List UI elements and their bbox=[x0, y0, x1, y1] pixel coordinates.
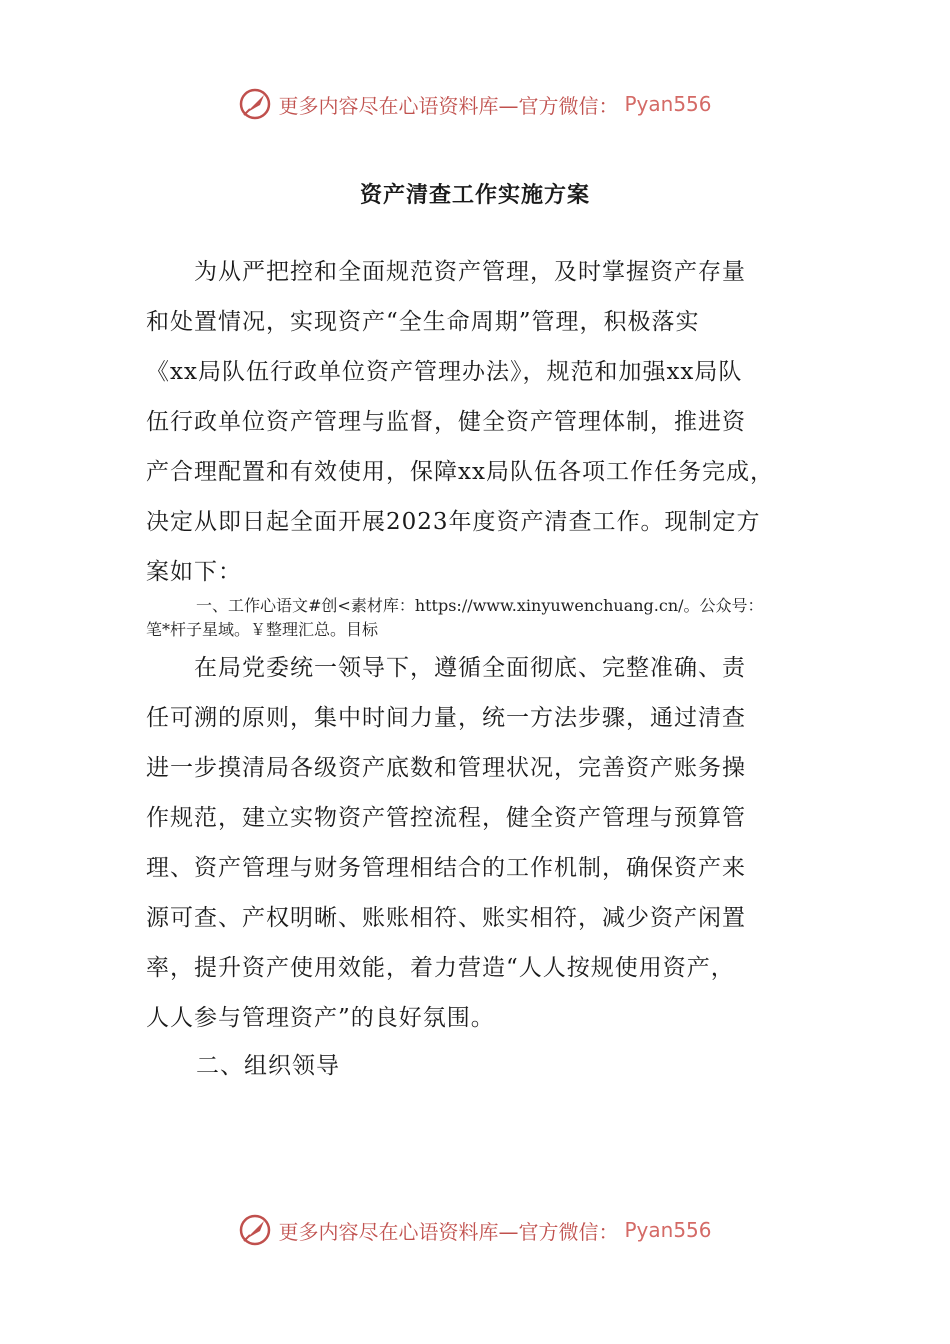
section-heading-organization: 二、组织领导 bbox=[196, 1053, 340, 1079]
banner-wechat: Pyan556 bbox=[624, 1218, 712, 1242]
banner-text: 更多内容尽在心语资料库—官方微信： bbox=[278, 1219, 619, 1244]
paragraph-line: 和处置情况，实现资产“全生命周期”管理，积极落实 bbox=[146, 309, 700, 335]
paragraph-line: 案如下： bbox=[146, 559, 242, 585]
small-line: 笔*杆子星域。￥整理汇总。目标 bbox=[146, 620, 379, 639]
header-banner bbox=[0, 84, 950, 124]
paragraph-line: 源可查、产权明晰、账账相符、账实相符，减少资产闲置 bbox=[146, 905, 746, 931]
document-title: 资产清查工作实施方案 bbox=[359, 183, 590, 208]
paragraph-line: 产合理配置和有效使用，保障xx局队伍各项工作任务完成， bbox=[146, 459, 774, 485]
paragraph-line: 伍行政单位资产管理与监督，健全资产管理体制，推进资 bbox=[146, 409, 746, 435]
paragraph-line: 率，提升资产使用效能，着力营造“人人按规使用资产， bbox=[146, 955, 735, 981]
paragraph-line: 决定从即日起全面开展2023年度资产清查工作。现制定方 bbox=[146, 509, 761, 535]
objective-paragraph bbox=[146, 643, 811, 1043]
footer-banner bbox=[0, 1210, 950, 1250]
section-heading-small bbox=[146, 594, 826, 642]
paragraph-line: 理、资产管理与财务管理相结合的工作机制，确保资产来 bbox=[146, 855, 746, 881]
small-line: 一、工作心语文#创<素材库：https://www.xinyuwenchuang.cn/。公众号： bbox=[196, 596, 764, 615]
intro-paragraph bbox=[146, 247, 811, 597]
banner-wechat: Pyan556 bbox=[624, 92, 712, 116]
paragraph-line: 进一步摸清局各级资产底数和管理状况，完善资产账务操 bbox=[146, 755, 746, 781]
paragraph-line: 在局党委统一领导下，遵循全面彻底、完整准确、责 bbox=[194, 655, 746, 681]
paragraph-line: 为从严把控和全面规范资产管理，及时掌握资产存量 bbox=[194, 259, 746, 285]
paragraph-line: 《xx局队伍行政单位资产管理办法》，规范和加强xx局队 bbox=[146, 359, 743, 385]
quill-logo-icon bbox=[238, 1213, 272, 1247]
banner-text: 更多内容尽在心语资料库—官方微信： bbox=[278, 93, 619, 118]
paragraph-line: 人人参与管理资产”的良好氛围。 bbox=[146, 1005, 495, 1031]
paragraph-line: 任可溯的原则，集中时间力量，统一方法步骤，通过清查 bbox=[146, 705, 746, 731]
quill-logo-icon bbox=[238, 87, 272, 121]
paragraph-line: 作规范，建立实物资产管控流程，健全资产管理与预算管 bbox=[146, 805, 746, 831]
